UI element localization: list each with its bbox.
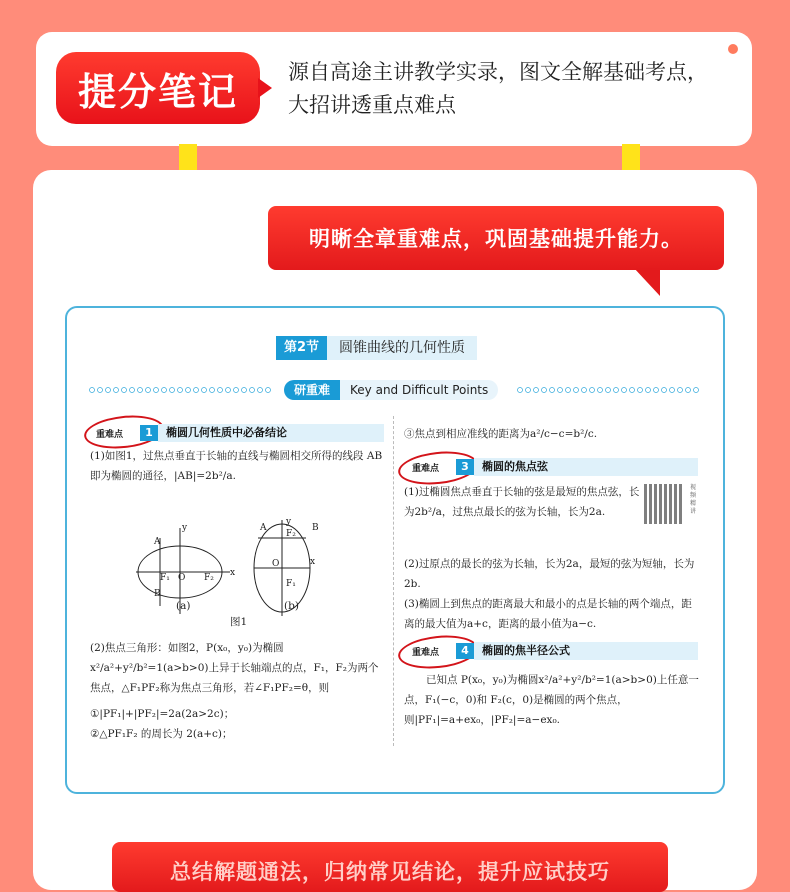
svg-text:O: O [272,559,280,569]
svg-text:F₂: F₂ [286,529,296,539]
svg-text:x: x [310,557,316,567]
badge-tifen-biji: 提分笔记 [56,52,260,124]
qr-label: 视频精讲 [690,484,697,515]
figure-caption: 图1 [230,616,248,628]
kp-number: 1 [140,425,158,441]
banner-tail [634,268,660,296]
key-point-3-heading [412,458,698,476]
kp3-paragraph-3: (3)椭圆上到焦点的距离最大和最小的点是长轴的两个端点，距离的最大值为a+c，距离的最小值为a−c. [404,598,692,630]
wave-decor-left [88,386,272,394]
ribbon-cn: 研重难 [284,380,340,400]
section-name: 圆锥曲线的几何性质 [327,336,477,360]
kp-tag: 重难点 [96,429,124,440]
svg-text:x: x [230,568,236,578]
qr-code-icon[interactable] [644,484,684,524]
wave-decor-right [516,386,700,394]
kp1-paragraph-2: (2)焦点三角形：如图2，P(x₀，y₀)为椭圆x²/a²+y²/b²=1(a>b>0)上异于长轴端点的点，F₁，F₂为两个焦点，△F₁PF₂称为焦点三角形，若∠F₁PF₂=θ，则 [90,642,379,694]
kp-title: 椭圆的焦半径公式 [474,642,698,660]
bottom-banner: 总结解题通法，归纳常见结论，提升应试技巧 [112,842,668,892]
key-point-4-heading [412,642,698,660]
kp1-paragraph-3: ①|PF₁|+|PF₂|=2a(2a>2c)； [90,708,235,720]
kp4-paragraph-1: 已知点 P(x₀，y₀)为椭圆x²/a²+y²/b²=1(a>b>0)上任意一点，F₁(−c，0)和 F₂(c，0)是椭圆的两个焦点，则|PF₁|=a+ex₀，|PF₂|=a−ex₀. [404,674,699,726]
ellipse-figure [130,518,340,618]
kp3-paragraph-2: (2)过原点的最长的弦为长轴，长为2a，最短的弦为短轴，长为2b. [404,558,695,590]
svg-text:F₂: F₂ [204,573,214,583]
kp-number: 3 [456,459,474,475]
kp-number: 4 [456,643,474,659]
decor-dot [728,44,738,54]
svg-text:F₁: F₁ [160,573,170,583]
kp-title: 椭圆的焦点弦 [474,458,698,476]
svg-text:A: A [260,523,267,533]
svg-text:B: B [312,523,319,533]
svg-text:y: y [286,518,292,527]
feature-banner: 明晰全章重难点，巩固基础提升能力。 [268,206,724,270]
key-point-1-heading [96,424,384,442]
kp1-paragraph-1: (1)如图1，过焦点垂直于长轴的直线与椭圆相交所得的线段 AB 即为椭圆的通径，|AB|=2b²/a. [90,450,383,482]
figure-label-a: (a) [176,600,191,612]
kp-title: 椭圆几何性质中必备结论 [158,424,384,442]
section-title [276,336,477,360]
svg-text:A: A [154,537,161,547]
figure-label-b: (b) [284,600,299,612]
svg-text:B: B [154,589,161,599]
kp1-paragraph-4: ②△PF₁F₂ 的周长为 2(a+c)； [90,728,233,740]
svg-text:F₁: F₁ [286,579,296,589]
svg-text:y: y [182,523,188,533]
kp-tag: 重难点 [412,463,440,474]
ribbon-en: Key and Difficult Points [340,380,498,400]
right-top-line: ③焦点到相应准线的距离为a²/c−c=b²/c. [404,428,598,440]
key-points-ribbon [284,380,498,400]
header-description: 源自高途主讲教学实录，图文全解基础考点，大招讲透重点难点 [288,60,708,117]
svg-text:O: O [178,573,186,583]
kp3-paragraph-1: (1)过椭圆焦点垂直于长轴的弦是最短的焦点弦，长为2b²/a，过焦点最长的弦为长轴，长为2a. [404,486,640,518]
column-divider [393,416,394,746]
kp-tag: 重难点 [412,647,440,658]
badge-arrow [258,78,272,98]
section-number: 第2节 [276,336,327,360]
